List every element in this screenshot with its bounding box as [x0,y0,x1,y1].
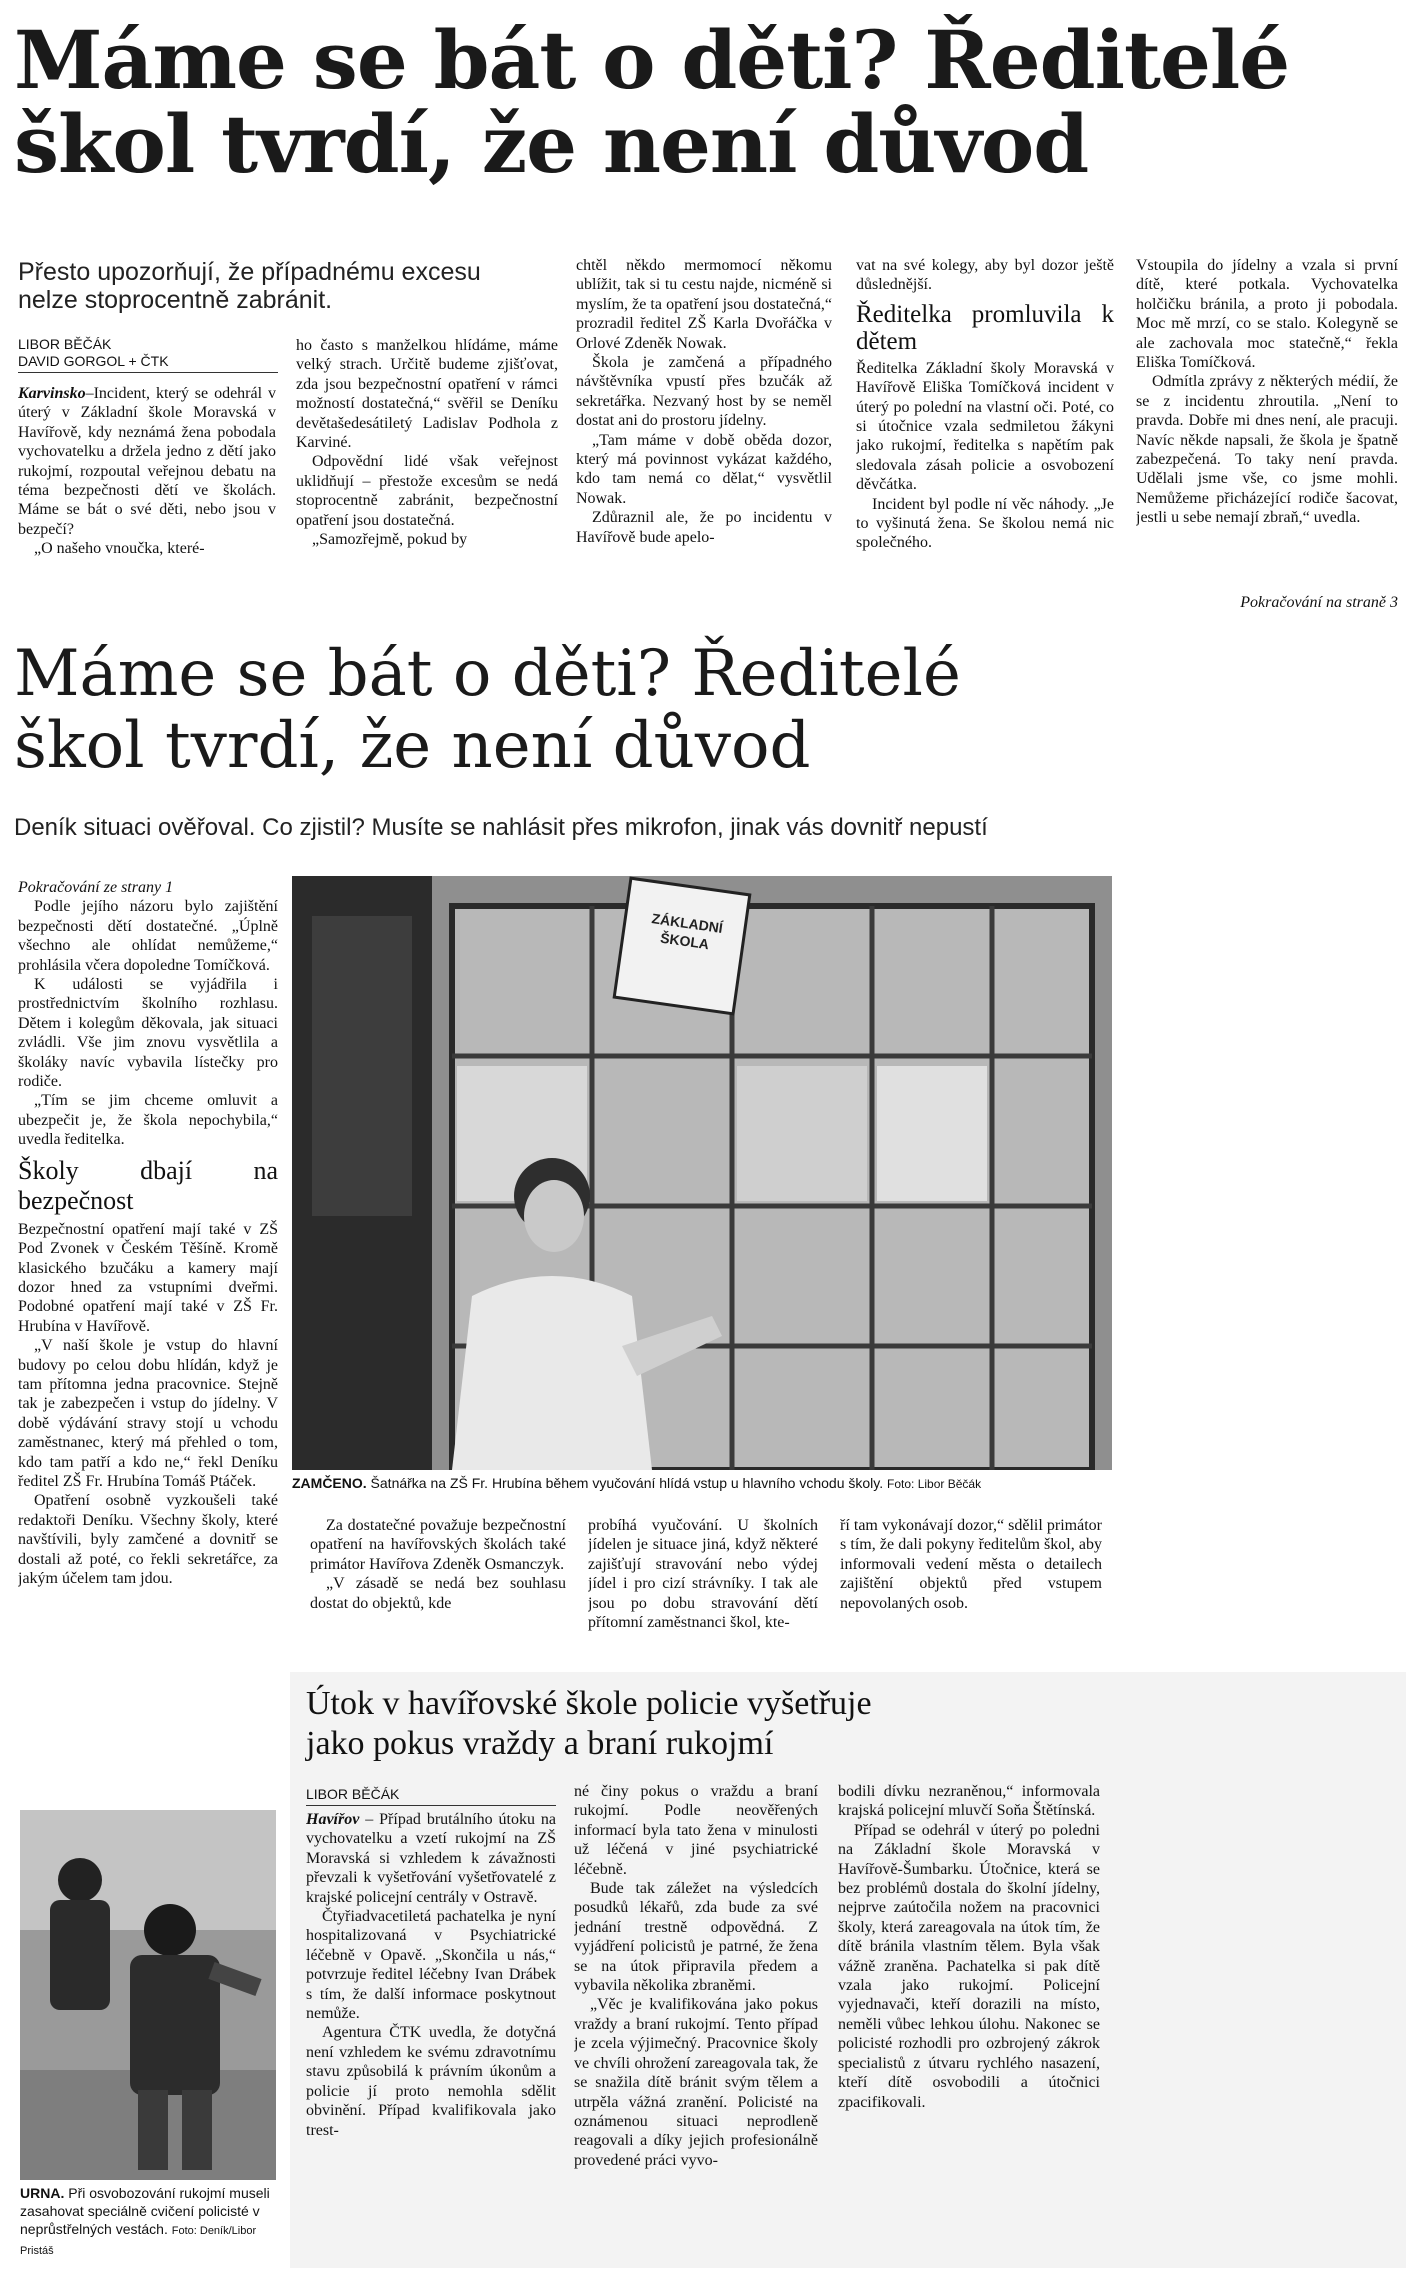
school-sign-line1: ZÁKLADNÍ [650,910,724,936]
continued-on-page-3: Pokračování na straně 3 [1240,594,1398,611]
article1-headline-line1: Máme se bát o děti? Ředitelé [14,13,1290,107]
article2-subheading: Školy dbají na bezpečnost [18,1155,278,1215]
article1-subheading: Ředitelka promluvila k dětem [856,300,1114,355]
article3-c2-p1: né činy pokus o vraždu a braní rukojmí. Podle neověřených informací byla tato žena v minulosti už léčená v jiné psychiatrické léčebně. [574,1783,818,1878]
article1-col4-p1: vat na své kolegy, aby byl dozor ještě důslednější. [856,257,1114,294]
article1-col4-p2: Ředitelka Základní školy Moravská v Havířově Eliška Tomíčková incident v úterý po polední na vlastní oči. Poté, co si útočnice vzala sedmiletou žákyni jako rukojmí, ředitelka s napětím pak sledovala zásah policie a osvobození děvčátka. [856,359,1114,494]
article2-b1-p2: „V zásadě se nedá bez souhlasu dostat do objektů, kde [310,1575,566,1612]
photo-caption [292,1474,1112,1493]
article2-headline-line1: Máme se bát o děti? Ředitelé [14,637,961,711]
photo-credit: Foto: Libor Běčák [887,1477,982,1491]
article1-lead-line1: Přesto upozorňují, že případnému excesu [18,258,481,286]
article3-byline: LIBOR BĚČÁK [306,1786,556,1806]
article2-c1-p6: Opatření osobně vyzkoušeli také redaktoři Deníku. Všechny školy, které navštívili, byly zamčené a dovnitř se dostali až poté, co řekli sekretářce, za jakým účelem tam jdou. [18,1492,278,1587]
photo-caption-text: Šatnářka na ZŠ Fr. Hrubína během vyučování hlídá vstup u hlavního vchodu školy. [366,1475,884,1491]
police-photo [20,1810,276,2180]
article3-c3-p2: Případ se odehrál v úterý po poledni na Základní škole Moravská v Havířově-Šumbarku. Útočnice, která se bez problémů dostala do školní jídelny, nejprve zaútočila nožem na pracovnici školy, která zareagovala na útok tím, že dítě bránila vlastním tělem. Byla však vážně zraněna. Pachatelka si pak dítě vzala jako rukojmí. Policejní vyjednavači, kteří dorazili na místo, neměli vůbec lehkou úlohu. Nakonec se policisté rozhodli pro ozbrojený zákrok specialistů z útvaru rychlého nasazení, kteří dítě osvobodili a útočnici zpacifikovali. [838,1821,1100,2111]
article2-lead: Deník situaci ověřoval. Co zjistil? Musíte se nahlásit přes mikrofon, jinak vás dovnitř nepustí [14,814,988,841]
article3-c1-text: – Případ brutálního útoku na vychovatelku a vzetí rukojmí na ZŠ Moravská si vzhledem k závažnosti převzali k vyšetřování vyšetřovatelé z krajské policejní centrály v Ostravě. [306,1811,556,1906]
article3-column-3 [838,1782,1100,2262]
article1-col2-p3: „Samozřejmě, pokud by [312,531,468,549]
article2-bottom-col-3 [840,1516,1102,1666]
article1-column-3 [576,256,832,612]
article1-col2-p2: Odpovědní lidé však veřejnost uklidňují – přestože excesům se nedá stoprocentně zabránit, bezpečnostní opatření jsou dostatečná. [296,453,558,529]
article2-c1-p4: Bezpečnostní opatření mají také v ZŠ Pod Zvonek v Českém Těšíně. Kromě klasického bzučáku a kamery mají dozor hned za vstupními dveřmi. Podobné opatření mají také v ZŠ Fr. Hrubína v Havířově. [18,1220,278,1335]
police-photo-caption [20,2184,276,2260]
article1-column-4 [856,256,1114,612]
article2-headline [14,638,1114,782]
article2-c1-p5: „V naší škole je vstup do hlavní budovy po celou dobu hlídán, když je tam přítomna jedna pracovnice. Stejně tak je zabezpečen i vstup do jídelny. V době výdávání stravy stojí u vchodu zaměstnanec, který má přehled o tom, kdo tam patří a kdo ne,“ řekl Deníku ředitel ZŠ Fr. Hrubína Tomáš Ptáček. [18,1337,278,1490]
article1-col3-p1: chtěl někdo mermomocí někomu ublížit, tak si tu cestu najde, nicméně si myslím, že ta opatření jsou dostatečná,“ prozradil ředitel ZŠ Karla Dvořáčka v Orlové Zdeněk Nowak. [576,257,832,352]
article1-lead [18,258,558,314]
article3-headline-line1: Útok v havířovské škole policie vyšetřuje [306,1685,872,1722]
article2-c1-p3: „Tím se jim chceme omluvit a ubezpečit je, že škola nepochybila,“ uvedla ředitelka. [18,1092,278,1149]
school-entrance-image [292,876,1112,1470]
article1-col3-p3: „Tam máme v době oběda dozor, který má povinnost vykázat každého, kdo tam nemá co dělat,“ vysvětlil Nowak. [576,431,832,507]
article1-column-1 [18,384,276,610]
article1-col3-p2: Škola je zamčená a případného návštěvníka vpustí přes bzučák až sekretářka. Nezvaný host by se neměl dostat ani do prostoru jídelny. [576,354,832,430]
article1-headline-line2: škol tvrdí, že není důvod [14,97,1089,191]
article3-c1-p3: Agentura ČTK uvedla, že dotyčná není vzhledem ke svému zdravotnímu stavu způsobilá k právním úkonům a policie jí proto nemohla sdělit obvinění. Případ kvalifikovala jako trest- [306,2024,556,2139]
article1-col5-p2: Odmítla zprávy z některých médií, že se z incidentu zhroutila. „Není to pravda. Dobře mi dnes není, ale pracuji. Navíc někde napsali, že škola je špatně zabezpečená. To taky není pravda. Udělali jsme vše, co jsme mohli. Nemůžeme přicházející rodiče šacovat, jestli u sebe nemají zbraň,“ uvedla. [1136,373,1398,527]
police-photo-credit: Foto: Deník/Libor Pristáš [20,2225,257,2257]
article3-c3-p1: bodili dívku nezraněnou,“ informovala krajská policejní mluvčí Soňa Štětínská. [838,1783,1100,1820]
article1-col3-p4: Zdůraznil ale, že po incidentu v Havířově bude apelo- [576,509,832,546]
byline-author-2: DAVID GORGOL + ČTK [18,353,278,373]
article1-lead-line2: nelze stoprocentně zabránit. [18,286,333,314]
article1-byline [18,336,278,373]
article1-col4-p3: Incident byl podle ní věc náhody. „Je to vyšinutá žena. Se školou nemá nic společného. [856,495,1114,552]
article2-b2-p1: probíhá vyučování. U školních jídelen je situace jiná, když některé zajišťují stravování nebo výdej jídel i pro cizí strávníky. I tak ale jsou po dobu stravování dětí přítomní zaměstnanci škol, kte- [588,1517,818,1632]
article1-col5-p1: Vstoupila do jídelny a vzala si první dítě, které potkala. Vychovatelka holčičku bránila, a proto ji pobodala. Moc mě mrzí, co se stalo. Kolegyně se ale zachovala moc statečně,“ řekla Eliška Tomíčková. [1136,257,1398,372]
article1-headline [14,13,1404,191]
continued-from-page-1: Pokračování ze strany 1 [18,879,174,896]
article2-column-1 [18,878,278,1782]
article3-c1-p2: Čtyřiadvacetiletá pachatelka je nyní hospitalizovaná v Psychiatrické léčebně v Opavě. „Skončila u nás,“ potvrzuje ředitel léčebny Ivan Drábek s tím, že další informace poskytnout nemůže. [306,1908,556,2023]
article2-c1-p2: K události se vyjádřila i prostřednictvím školního rozhlasu. Dětem i kolegům děkovala, jak situaci zvládli. Vše jim znovu vysvětlila a školáky navíc vybavila lístečky pro rodiče. [18,976,278,1091]
article3-dateline: Havířov [306,1811,360,1828]
article2-bottom-col-2 [588,1516,818,1666]
byline-author-1: LIBOR BĚČÁK [18,336,112,352]
police-image [20,1810,276,2180]
police-caption-lead: URNA. [20,2185,65,2201]
article2-bottom-col-1 [310,1516,566,1666]
photo-caption-lead: ZAMČENO. [292,1475,367,1491]
school-sign-line2: ŠKOLA [659,929,711,953]
article3-column-2 [574,1782,818,2262]
article1-col1-text2: „O našeho vnoučka, které- [34,540,205,558]
article3-column-1 [306,1810,556,2262]
article1-column-2 [296,336,558,612]
article3-c2-p2: Bude tak záležet na výsledcích posudků lékařů, zda bude za své jednání trestně odpovědná. Z vyjádření policistů je patrné, že žena se na útok připravila předem a vybavila několika zbraněmi. [574,1880,818,1995]
police-caption-text: Při osvobozování rukojmí museli zasahovat speciálně cvičení policisté v neprůstřelných vestách. [20,2185,270,2237]
article3-headline [306,1684,1396,1764]
article2-b3-p1: ří tam vykonávají dozor,“ sdělil primátor s tím, že dali pokyny ředitelům škol, aby informovali vedení města o detailech zajištění objektů před vstupem nepovolaných osob. [840,1517,1102,1612]
school-entrance-photo [292,876,1112,1470]
article1-col1-text: –Incident, který se odehrál v úterý v Základní škole Moravská v Havířově, kdy neznámá žena pobodala vychovatelku a držela jedno z dětí jako rukojmí, rozpoutal veřejnou debatu na téma bezpečnosti dětí ve školách. Máme se bát o své děti, nebo jsou v bezpečí? [18,385,276,538]
dateline: Karvinsko [18,385,86,402]
article2-headline-line2: škol tvrdí, že není důvod [14,709,811,783]
article2-b1-p1: Za dostatečné považuje bezpečnostní opatření na havířovských školách také primátor Havířova Zdeněk Osmanczyk. [310,1517,566,1573]
article2-c1-p1: Podle jejího názoru bylo zajištění bezpečnosti dětí dostatečné. „Úplně všechno ale ohlídat nemůžeme,“ prohlásila včera dopoledne Tomíčková. [18,898,278,974]
article1-column-5 [1136,256,1398,590]
article3-headline-line2: jako pokus vraždy a braní rukojmí [306,1725,774,1762]
article3-c2-p3: „Věc je kvalifikována jako pokus vraždy a braní rukojmí. Tento případ je zcela výjimečný. Pracovnice školy ve chvíli ohrožení zareagovala tak, že se snažila dítě bránit svým tělem a utrpěla vážná zranění. Policisté na oznámenou situaci neprodleně reagovali a díky jejich profesionálně provedené práci vyvo- [574,1996,818,2169]
article1-col2-p1: ho často s manželkou hlídáme, máme velký strach. Určitě budeme zjišťovat, zda jsou bezpečnostní opatření v rámci možností dostatečná,“ svěřil se Deníku devětašedesátiletý Ladislav Podhola z Karviné. [296,337,558,452]
